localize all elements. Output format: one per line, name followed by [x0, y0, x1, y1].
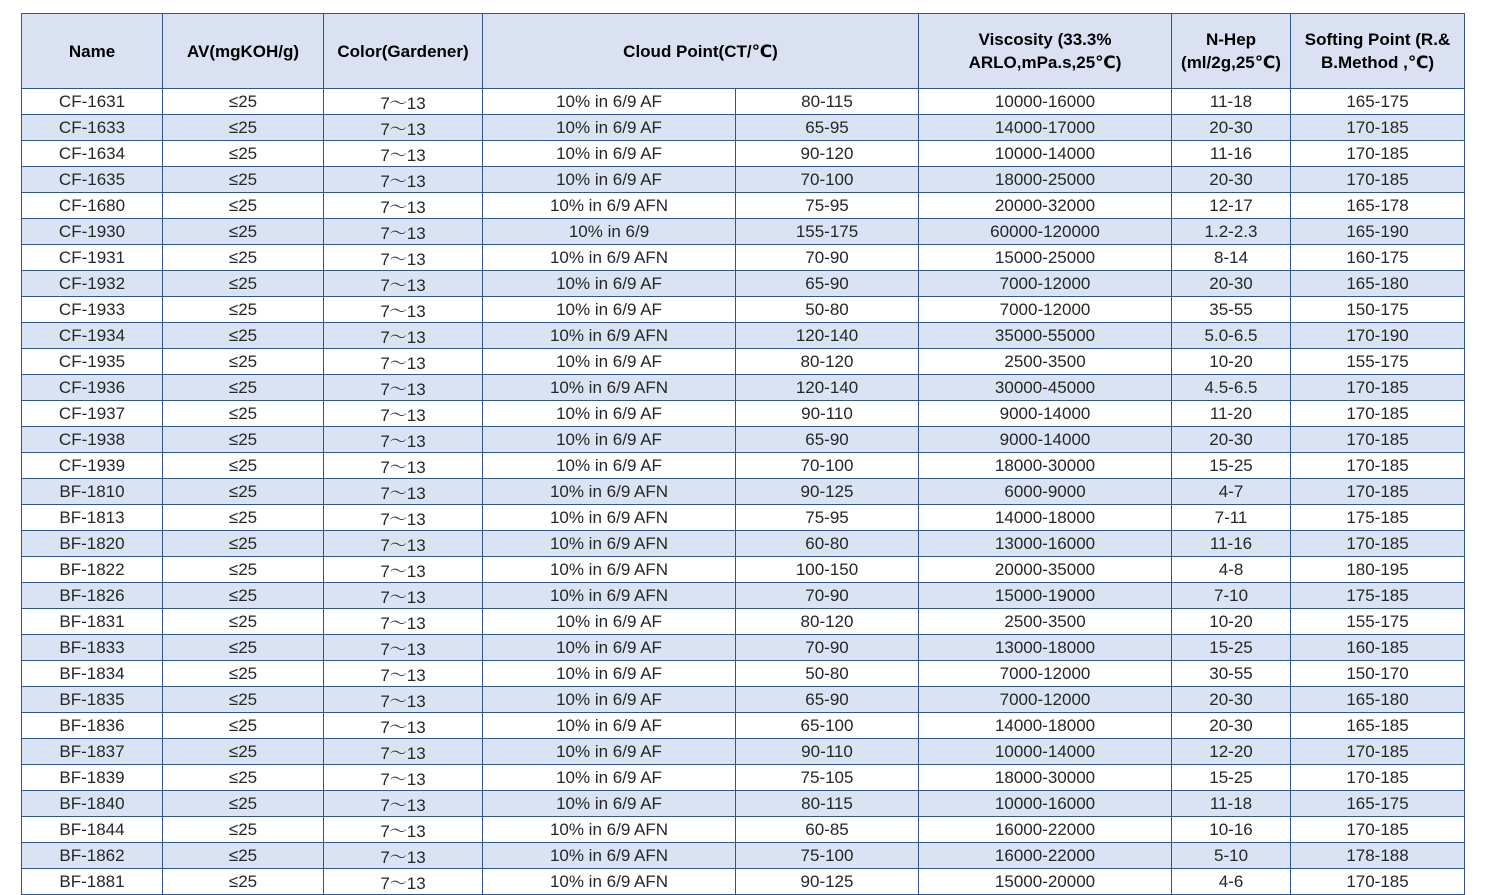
cell-av: ≤25	[163, 427, 324, 453]
cell-cloud-range: 65-95	[736, 115, 919, 141]
table-row	[22, 817, 1465, 843]
cell-cloud-range: 120-140	[736, 375, 919, 401]
table-row	[22, 271, 1465, 297]
cell-color: 7～13	[324, 817, 483, 843]
cell-viscosity: 7000-12000	[919, 271, 1172, 297]
cell-cloud-range: 65-90	[736, 427, 919, 453]
cell-name: BF-1881	[22, 869, 163, 895]
table-row	[22, 297, 1465, 323]
cell-cloud-range: 60-80	[736, 531, 919, 557]
cell-name: BF-1813	[22, 505, 163, 531]
cell-color: 7～13	[324, 297, 483, 323]
cell-av: ≤25	[163, 557, 324, 583]
cell-softening-point: 170-185	[1291, 765, 1465, 791]
cell-av: ≤25	[163, 817, 324, 843]
cell-cloud-condition: 10% in 6/9 AF	[483, 635, 736, 661]
cell-color: 7～13	[324, 687, 483, 713]
cell-av: ≤25	[163, 687, 324, 713]
cell-softening-point: 155-175	[1291, 349, 1465, 375]
cell-name: CF-1635	[22, 167, 163, 193]
table-row	[22, 843, 1465, 869]
cell-cloud-range: 90-120	[736, 141, 919, 167]
cell-av: ≤25	[163, 219, 324, 245]
cell-cloud-range: 100-150	[736, 557, 919, 583]
table-row	[22, 583, 1465, 609]
cell-nhep: 35-55	[1172, 297, 1291, 323]
cell-softening-point: 165-178	[1291, 193, 1465, 219]
cell-softening-point: 160-175	[1291, 245, 1465, 271]
cell-viscosity: 20000-32000	[919, 193, 1172, 219]
cell-softening-point: 175-185	[1291, 583, 1465, 609]
table-row	[22, 167, 1465, 193]
cell-cloud-condition: 10% in 6/9 AF	[483, 427, 736, 453]
header-viscosity	[919, 14, 1172, 89]
cell-nhep: 5-10	[1172, 843, 1291, 869]
table-row	[22, 193, 1465, 219]
cell-viscosity: 35000-55000	[919, 323, 1172, 349]
header-softening-line2: B.Method ,℃)	[1320, 53, 1435, 72]
cell-color: 7～13	[324, 349, 483, 375]
cell-cloud-range: 65-90	[736, 687, 919, 713]
cell-cloud-range: 80-120	[736, 349, 919, 375]
table-row	[22, 89, 1465, 115]
table-row	[22, 141, 1465, 167]
cell-color: 7～13	[324, 869, 483, 895]
cell-softening-point: 150-175	[1291, 297, 1465, 323]
table-row	[22, 791, 1465, 817]
table-row	[22, 609, 1465, 635]
cell-av: ≤25	[163, 739, 324, 765]
cell-color: 7～13	[324, 505, 483, 531]
cell-av: ≤25	[163, 323, 324, 349]
cell-cloud-range: 75-100	[736, 843, 919, 869]
cell-nhep: 11-18	[1172, 89, 1291, 115]
cell-softening-point: 170-185	[1291, 401, 1465, 427]
cell-viscosity: 7000-12000	[919, 661, 1172, 687]
cell-name: BF-1837	[22, 739, 163, 765]
header-name: Name	[22, 14, 163, 89]
cell-name: CF-1631	[22, 89, 163, 115]
cell-color: 7～13	[324, 713, 483, 739]
cell-color: 7～13	[324, 739, 483, 765]
cell-color: 7～13	[324, 219, 483, 245]
cell-softening-point: 180-195	[1291, 557, 1465, 583]
table-row	[22, 219, 1465, 245]
cell-cloud-range: 65-90	[736, 271, 919, 297]
cell-nhep: 11-20	[1172, 401, 1291, 427]
cell-name: BF-1840	[22, 791, 163, 817]
cell-nhep: 4-7	[1172, 479, 1291, 505]
cell-nhep: 8-14	[1172, 245, 1291, 271]
cell-name: CF-1931	[22, 245, 163, 271]
cell-nhep: 7-11	[1172, 505, 1291, 531]
cell-cloud-range: 70-90	[736, 583, 919, 609]
cell-viscosity: 18000-25000	[919, 167, 1172, 193]
header-cloud-point: Cloud Point(CT/℃)	[483, 14, 919, 89]
cell-nhep: 12-17	[1172, 193, 1291, 219]
header-softening-line1: Softing Point (R.&	[1304, 30, 1451, 49]
cell-softening-point: 170-185	[1291, 739, 1465, 765]
cell-softening-point: 165-180	[1291, 687, 1465, 713]
spec-table	[21, 13, 1465, 895]
cell-av: ≤25	[163, 869, 324, 895]
cell-name: BF-1826	[22, 583, 163, 609]
cell-viscosity: 10000-14000	[919, 141, 1172, 167]
cell-cloud-range: 80-120	[736, 609, 919, 635]
cell-cloud-condition: 10% in 6/9 AF	[483, 609, 736, 635]
cell-color: 7～13	[324, 323, 483, 349]
cell-nhep: 4.5-6.5	[1172, 375, 1291, 401]
cell-softening-point: 178-188	[1291, 843, 1465, 869]
cell-nhep: 15-25	[1172, 635, 1291, 661]
cell-cloud-condition: 10% in 6/9 AF	[483, 115, 736, 141]
header-nhep	[1172, 14, 1291, 89]
cell-cloud-condition: 10% in 6/9 AFN	[483, 869, 736, 895]
table-row	[22, 739, 1465, 765]
cell-nhep: 11-16	[1172, 141, 1291, 167]
cell-nhep: 11-16	[1172, 531, 1291, 557]
cell-viscosity: 15000-25000	[919, 245, 1172, 271]
table-row	[22, 349, 1465, 375]
cell-nhep: 5.0-6.5	[1172, 323, 1291, 349]
cell-softening-point: 155-175	[1291, 609, 1465, 635]
cell-cloud-range: 90-125	[736, 869, 919, 895]
cell-nhep: 10-20	[1172, 609, 1291, 635]
cell-cloud-range: 75-95	[736, 193, 919, 219]
cell-viscosity: 10000-16000	[919, 791, 1172, 817]
cell-cloud-condition: 10% in 6/9 AF	[483, 271, 736, 297]
table-row	[22, 557, 1465, 583]
cell-name: BF-1862	[22, 843, 163, 869]
cell-av: ≤25	[163, 583, 324, 609]
cell-viscosity: 14000-18000	[919, 713, 1172, 739]
cell-softening-point: 165-175	[1291, 791, 1465, 817]
cell-name: CF-1938	[22, 427, 163, 453]
cell-av: ≤25	[163, 245, 324, 271]
cell-viscosity: 14000-18000	[919, 505, 1172, 531]
cell-viscosity: 30000-45000	[919, 375, 1172, 401]
cell-viscosity: 14000-17000	[919, 115, 1172, 141]
cell-color: 7～13	[324, 115, 483, 141]
header-nhep-line1: N-Hep	[1205, 30, 1257, 49]
cell-cloud-condition: 10% in 6/9 AF	[483, 89, 736, 115]
cell-av: ≤25	[163, 843, 324, 869]
cell-name: BF-1833	[22, 635, 163, 661]
cell-cloud-condition: 10% in 6/9 AF	[483, 167, 736, 193]
cell-nhep: 20-30	[1172, 271, 1291, 297]
cell-color: 7～13	[324, 843, 483, 869]
cell-cloud-condition: 10% in 6/9 AFN	[483, 531, 736, 557]
cell-name: CF-1939	[22, 453, 163, 479]
cell-nhep: 12-20	[1172, 739, 1291, 765]
cell-name: CF-1634	[22, 141, 163, 167]
cell-color: 7～13	[324, 557, 483, 583]
table-body	[22, 89, 1465, 895]
cell-softening-point: 170-185	[1291, 869, 1465, 895]
cell-cloud-range: 70-100	[736, 167, 919, 193]
cell-av: ≤25	[163, 661, 324, 687]
table-row	[22, 479, 1465, 505]
cell-name: CF-1933	[22, 297, 163, 323]
cell-softening-point: 160-185	[1291, 635, 1465, 661]
cell-nhep: 15-25	[1172, 765, 1291, 791]
cell-softening-point: 165-180	[1291, 271, 1465, 297]
cell-cloud-condition: 10% in 6/9 AF	[483, 453, 736, 479]
table-row	[22, 245, 1465, 271]
cell-viscosity: 13000-18000	[919, 635, 1172, 661]
cell-nhep: 4-6	[1172, 869, 1291, 895]
cell-color: 7～13	[324, 245, 483, 271]
cell-softening-point: 170-185	[1291, 479, 1465, 505]
cell-color: 7～13	[324, 661, 483, 687]
cell-cloud-condition: 10% in 6/9 AFN	[483, 583, 736, 609]
cell-cloud-condition: 10% in 6/9 AFN	[483, 505, 736, 531]
table-row	[22, 323, 1465, 349]
table-row	[22, 531, 1465, 557]
cell-viscosity: 10000-14000	[919, 739, 1172, 765]
cell-av: ≤25	[163, 479, 324, 505]
cell-viscosity: 7000-12000	[919, 297, 1172, 323]
cell-viscosity: 7000-12000	[919, 687, 1172, 713]
cell-nhep: 30-55	[1172, 661, 1291, 687]
cell-cloud-condition: 10% in 6/9 AFN	[483, 557, 736, 583]
table-row	[22, 427, 1465, 453]
cell-cloud-condition: 10% in 6/9	[483, 219, 736, 245]
cell-softening-point: 175-185	[1291, 505, 1465, 531]
header-av: AV(mgKOH/g)	[163, 14, 324, 89]
cell-av: ≤25	[163, 375, 324, 401]
cell-viscosity: 16000-22000	[919, 843, 1172, 869]
cell-nhep: 20-30	[1172, 167, 1291, 193]
cell-cloud-range: 65-100	[736, 713, 919, 739]
cell-viscosity: 2500-3500	[919, 349, 1172, 375]
cell-nhep: 20-30	[1172, 687, 1291, 713]
cell-name: CF-1932	[22, 271, 163, 297]
header-viscosity-line2: ARLO,mPa.s,25℃)	[968, 53, 1122, 72]
cell-cloud-range: 80-115	[736, 89, 919, 115]
cell-av: ≤25	[163, 193, 324, 219]
table-row	[22, 713, 1465, 739]
cell-cloud-condition: 10% in 6/9 AF	[483, 687, 736, 713]
cell-cloud-range: 50-80	[736, 297, 919, 323]
table-row	[22, 115, 1465, 141]
cell-color: 7～13	[324, 791, 483, 817]
cell-nhep: 7-10	[1172, 583, 1291, 609]
cell-name: CF-1930	[22, 219, 163, 245]
header-row	[22, 14, 1465, 89]
cell-viscosity: 18000-30000	[919, 453, 1172, 479]
cell-color: 7～13	[324, 583, 483, 609]
cell-cloud-condition: 10% in 6/9 AFN	[483, 843, 736, 869]
header-color: Color(Gardener)	[324, 14, 483, 89]
cell-name: BF-1822	[22, 557, 163, 583]
table-row	[22, 765, 1465, 791]
table-row	[22, 401, 1465, 427]
cell-nhep: 15-25	[1172, 453, 1291, 479]
cell-cloud-range: 50-80	[736, 661, 919, 687]
cell-cloud-range: 70-90	[736, 245, 919, 271]
cell-av: ≤25	[163, 349, 324, 375]
cell-color: 7～13	[324, 427, 483, 453]
cell-cloud-condition: 10% in 6/9 AF	[483, 739, 736, 765]
table-row	[22, 661, 1465, 687]
cell-nhep: 4-8	[1172, 557, 1291, 583]
cell-av: ≤25	[163, 297, 324, 323]
cell-name: BF-1844	[22, 817, 163, 843]
cell-softening-point: 170-185	[1291, 817, 1465, 843]
cell-av: ≤25	[163, 713, 324, 739]
cell-nhep: 20-30	[1172, 713, 1291, 739]
cell-av: ≤25	[163, 531, 324, 557]
cell-viscosity: 18000-30000	[919, 765, 1172, 791]
cell-name: CF-1680	[22, 193, 163, 219]
cell-softening-point: 165-175	[1291, 89, 1465, 115]
cell-cloud-condition: 10% in 6/9 AF	[483, 713, 736, 739]
cell-name: BF-1839	[22, 765, 163, 791]
cell-color: 7～13	[324, 193, 483, 219]
cell-cloud-condition: 10% in 6/9 AF	[483, 141, 736, 167]
cell-cloud-condition: 10% in 6/9 AF	[483, 349, 736, 375]
cell-color: 7～13	[324, 401, 483, 427]
cell-color: 7～13	[324, 765, 483, 791]
table-row	[22, 453, 1465, 479]
cell-color: 7～13	[324, 479, 483, 505]
cell-name: BF-1835	[22, 687, 163, 713]
cell-av: ≤25	[163, 401, 324, 427]
table-row	[22, 505, 1465, 531]
cell-nhep: 20-30	[1172, 427, 1291, 453]
table-row	[22, 635, 1465, 661]
cell-cloud-condition: 10% in 6/9 AFN	[483, 193, 736, 219]
cell-cloud-range: 155-175	[736, 219, 919, 245]
cell-nhep: 10-16	[1172, 817, 1291, 843]
cell-name: CF-1935	[22, 349, 163, 375]
cell-cloud-condition: 10% in 6/9 AFN	[483, 479, 736, 505]
cell-name: BF-1831	[22, 609, 163, 635]
cell-cloud-condition: 10% in 6/9 AF	[483, 765, 736, 791]
cell-av: ≤25	[163, 635, 324, 661]
cell-viscosity: 60000-120000	[919, 219, 1172, 245]
cell-softening-point: 150-170	[1291, 661, 1465, 687]
cell-cloud-range: 120-140	[736, 323, 919, 349]
cell-cloud-range: 90-125	[736, 479, 919, 505]
cell-av: ≤25	[163, 89, 324, 115]
cell-cloud-condition: 10% in 6/9 AFN	[483, 245, 736, 271]
cell-cloud-condition: 10% in 6/9 AFN	[483, 817, 736, 843]
table-row	[22, 687, 1465, 713]
cell-cloud-condition: 10% in 6/9 AF	[483, 401, 736, 427]
table-header	[22, 14, 1465, 89]
cell-color: 7～13	[324, 453, 483, 479]
cell-viscosity: 10000-16000	[919, 89, 1172, 115]
header-nhep-line2: (ml/2g,25℃)	[1181, 53, 1281, 72]
cell-av: ≤25	[163, 453, 324, 479]
cell-nhep: 10-20	[1172, 349, 1291, 375]
cell-viscosity: 20000-35000	[919, 557, 1172, 583]
cell-cloud-range: 70-90	[736, 635, 919, 661]
cell-viscosity: 9000-14000	[919, 401, 1172, 427]
cell-nhep: 1.2-2.3	[1172, 219, 1291, 245]
cell-name: CF-1633	[22, 115, 163, 141]
cell-name: BF-1834	[22, 661, 163, 687]
cell-softening-point: 170-185	[1291, 375, 1465, 401]
cell-color: 7～13	[324, 271, 483, 297]
cell-av: ≤25	[163, 609, 324, 635]
cell-softening-point: 170-185	[1291, 427, 1465, 453]
cell-cloud-condition: 10% in 6/9 AF	[483, 791, 736, 817]
cell-viscosity: 2500-3500	[919, 609, 1172, 635]
cell-cloud-range: 75-105	[736, 765, 919, 791]
header-softening-point	[1291, 14, 1465, 89]
cell-cloud-range: 90-110	[736, 739, 919, 765]
cell-viscosity: 16000-22000	[919, 817, 1172, 843]
cell-softening-point: 170-185	[1291, 453, 1465, 479]
cell-viscosity: 15000-20000	[919, 869, 1172, 895]
cell-softening-point: 170-185	[1291, 115, 1465, 141]
cell-softening-point: 170-190	[1291, 323, 1465, 349]
cell-name: BF-1810	[22, 479, 163, 505]
cell-color: 7～13	[324, 609, 483, 635]
cell-color: 7～13	[324, 635, 483, 661]
cell-cloud-condition: 10% in 6/9 AFN	[483, 375, 736, 401]
cell-color: 7～13	[324, 141, 483, 167]
cell-viscosity: 9000-14000	[919, 427, 1172, 453]
cell-av: ≤25	[163, 765, 324, 791]
cell-color: 7～13	[324, 375, 483, 401]
cell-cloud-range: 90-110	[736, 401, 919, 427]
cell-color: 7～13	[324, 89, 483, 115]
cell-cloud-range: 80-115	[736, 791, 919, 817]
cell-softening-point: 170-185	[1291, 167, 1465, 193]
cell-softening-point: 165-190	[1291, 219, 1465, 245]
cell-color: 7～13	[324, 167, 483, 193]
cell-cloud-condition: 10% in 6/9 AFN	[483, 323, 736, 349]
cell-viscosity: 6000-9000	[919, 479, 1172, 505]
cell-color: 7～13	[324, 531, 483, 557]
cell-name: CF-1936	[22, 375, 163, 401]
cell-softening-point: 170-185	[1291, 531, 1465, 557]
cell-av: ≤25	[163, 167, 324, 193]
cell-nhep: 20-30	[1172, 115, 1291, 141]
cell-nhep: 11-18	[1172, 791, 1291, 817]
cell-cloud-condition: 10% in 6/9 AF	[483, 661, 736, 687]
table-row	[22, 375, 1465, 401]
header-viscosity-line1: Viscosity (33.3%	[978, 30, 1112, 49]
cell-av: ≤25	[163, 271, 324, 297]
cell-softening-point: 170-185	[1291, 141, 1465, 167]
cell-viscosity: 13000-16000	[919, 531, 1172, 557]
cell-name: BF-1836	[22, 713, 163, 739]
cell-name: CF-1934	[22, 323, 163, 349]
cell-av: ≤25	[163, 141, 324, 167]
cell-name: CF-1937	[22, 401, 163, 427]
cell-cloud-range: 70-100	[736, 453, 919, 479]
cell-av: ≤25	[163, 791, 324, 817]
cell-av: ≤25	[163, 115, 324, 141]
cell-name: BF-1820	[22, 531, 163, 557]
cell-viscosity: 15000-19000	[919, 583, 1172, 609]
cell-cloud-range: 60-85	[736, 817, 919, 843]
cell-softening-point: 165-185	[1291, 713, 1465, 739]
cell-av: ≤25	[163, 505, 324, 531]
cell-cloud-condition: 10% in 6/9 AF	[483, 297, 736, 323]
cell-cloud-range: 75-95	[736, 505, 919, 531]
